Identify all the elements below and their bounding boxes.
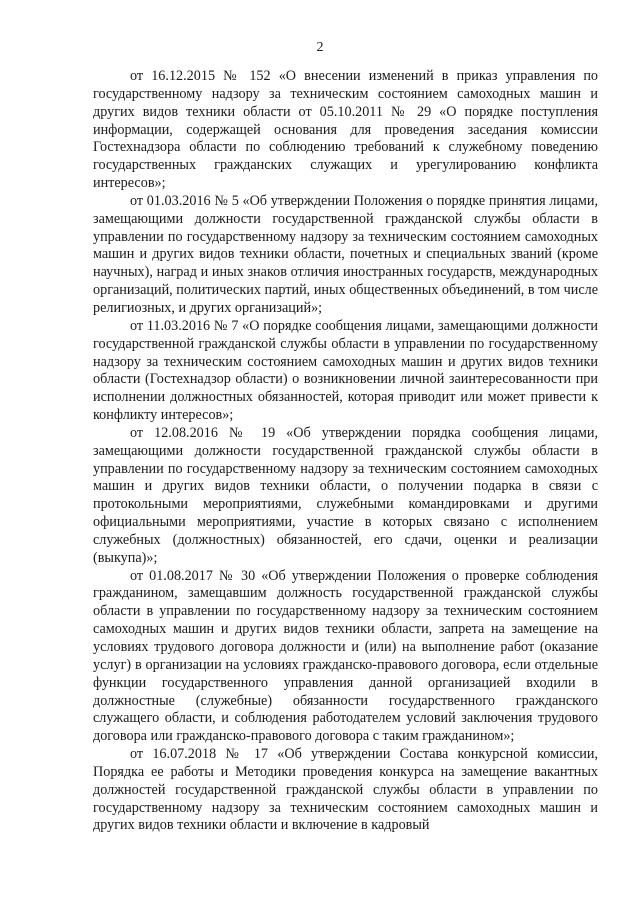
page-number: 2 — [316, 40, 324, 55]
paragraph-order-2018-17: от 16.07.2018 № 17 «Об утверждении Состава конкурсной комиссии, Порядка ее работы и Методики проведения конкурса на замещение вакантных должностей государственной гражданской службы области в управлении по государственному надзору за техническим состоянием самоходных машин и других видов техники области и включение в кадровый — [93, 746, 598, 834]
paragraph-order-2017-30: от 01.08.2017 № 30 «Об утверждении Положения о проверке соблюдения гражданином, замещавшим должность государственной гражданской службы области в управлении по государственному надзору за техническим состоянием самоходных машин и других видов техники области, запрета на замещение на условиях трудового договора должности и (или) на выполнение работ (оказание услуг) в организации на условиях гражданско-правового договора, если отдельные функции государственного управления данной организацией входили в должностные (служебные) обязанности государственного гражданского служащего области, и соблюдения работодателем условий заключения трудового договора или гражданско-правового договора с таким гражданином»; — [93, 567, 598, 745]
paragraph-order-2016-5: от 01.03.2016 № 5 «Об утверждении Положения о порядке принятия лицами, замещающими должности государственной гражданской службы области в управлении по государственному надзору за техническим состоянием самоходных машин и других видов техники области, почетных и специальных званий (кроме научных), наград и иных знаков отличия иностранных государств, международных организаций, политических партий, иных общественных объединений, в том числе религиозных, и других организаций»; — [93, 192, 598, 316]
document-body — [93, 68, 598, 835]
paragraph-order-2015-152: от 16.12.2015 № 152 «О внесении изменений в приказ управления по государственному надзору за техническим состоянием самоходных машин и других видов техники области от 05.10.2011 № 29 «О порядке поступления информации, содержащей основания для проведения заседания комиссии Гостехнадзора области по соблюдению требований к служебному поведению государственных гражданских служащих и урегулированию конфликта интересов»; — [93, 68, 598, 192]
paragraph-order-2016-19: от 12.08.2016 № 19 «Об утверждении порядка сообщения лицами, замещающими должности государственной гражданской службы области в управлении по государственному надзору за техническим состоянием самоходных машин и других видов техники области, о получении подарка в связи с протокольными мероприятиями, служебными командировками и другими официальными мероприятиями, участие в которых связано с исполнением служебных (должностных) обязанностей, его сдачи, оценки и реализации (выкупа)»; — [93, 424, 598, 566]
paragraph-order-2016-7: от 11.03.2016 № 7 «О порядке сообщения лицами, замещающими должности государственной гражданской службы области в управлении по государственному надзору за техническим состоянием самоходных машин и других видов техники области (Гостехнадзор области) о возникновении личной заинтересованности при исполнении должностных обязанностей, которая приводит или может привести к конфликту интересов»; — [93, 317, 598, 424]
